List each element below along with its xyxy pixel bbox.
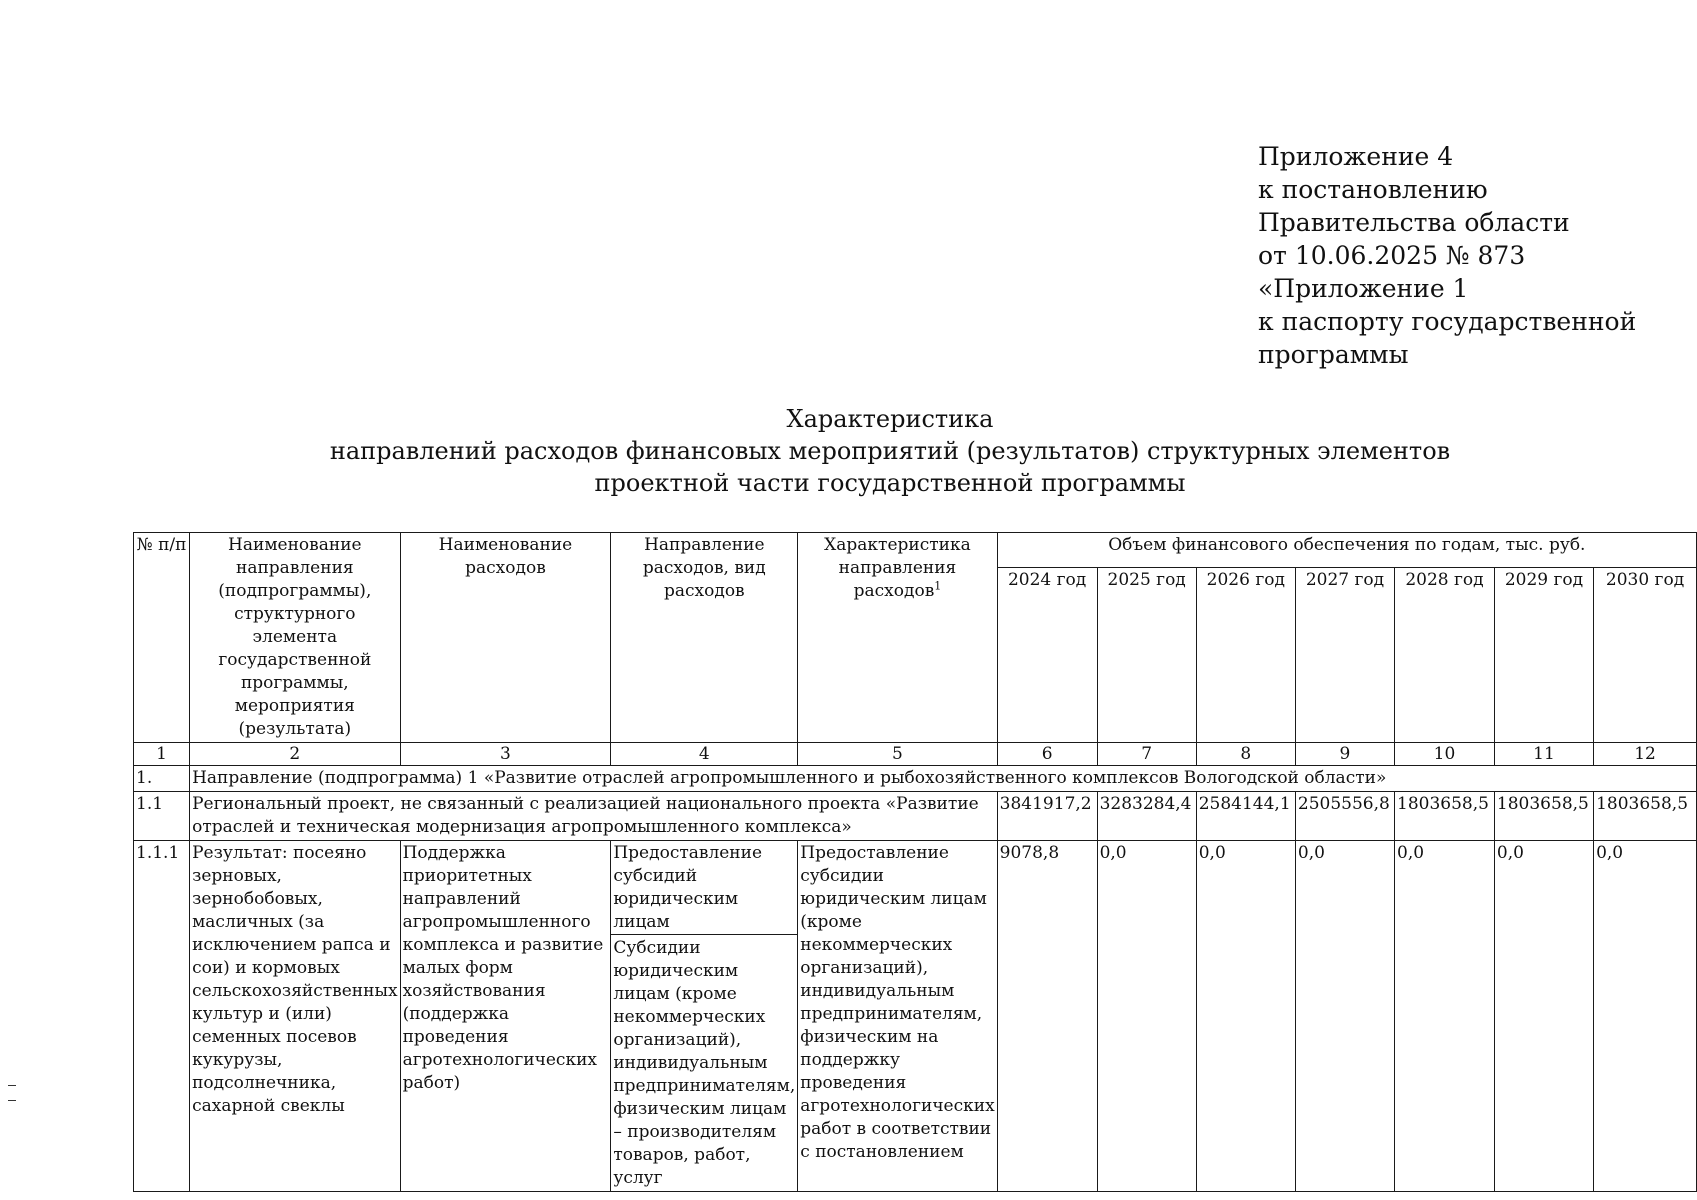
- row-num: 1.1: [134, 792, 190, 841]
- header-characteristic-text: Характеристика направления расходов: [824, 535, 971, 601]
- row-characteristic: Предоставление субсидии юридическим лицам (кроме некоммерческих организаций), индивидуальным предпринимателям, физическим на поддержку проведения агротехнологических работ в соответствии с постановлением: [798, 841, 997, 1192]
- row-num: 1.: [134, 766, 190, 792]
- row-value: 3841917,2: [997, 792, 1097, 841]
- column-number: 8: [1196, 743, 1295, 766]
- row-expense: Поддержка приоритетных направлений агропромышленного комплекса и развитие малых форм хозяйствования (поддержка проведения агротехнологических работ): [400, 841, 611, 1192]
- row-value: 0,0: [1494, 841, 1593, 1192]
- column-number: 7: [1097, 743, 1196, 766]
- appendix-line: к паспорту государственной: [1258, 307, 1637, 336]
- title-line: направлений расходов финансовых мероприятий (результатов) структурных элементов: [329, 437, 1451, 465]
- header-row: [134, 533, 1697, 568]
- row-value: 1803658,5: [1395, 792, 1495, 841]
- expense-table: [133, 532, 1697, 1192]
- column-number: 5: [798, 743, 997, 766]
- header-direction-name: Наименование направления (подпрограммы), структурного элемента государственной программы, мероприятия (результата): [190, 533, 401, 743]
- title-line: Характеристика: [786, 405, 994, 433]
- row-value: 2584144,1: [1196, 792, 1295, 841]
- appendix-line: к постановлению: [1258, 175, 1488, 204]
- column-number: 9: [1295, 743, 1394, 766]
- column-number: 10: [1395, 743, 1495, 766]
- header-expense-direction: Направление расходов, вид расходов: [611, 533, 798, 743]
- row-value: 0,0: [1594, 841, 1697, 1192]
- header-characteristic: [798, 533, 997, 743]
- appendix-block: [1258, 140, 1636, 371]
- appendix-line: Правительства области: [1258, 208, 1570, 237]
- row-value: 0,0: [1097, 841, 1196, 1192]
- row-value: 3283284,4: [1097, 792, 1196, 841]
- appendix-line: «Приложение 1: [1258, 274, 1469, 303]
- row-direction: [611, 841, 798, 1192]
- row-value: 9078,8: [997, 841, 1097, 1192]
- footnote-mark: 1: [934, 579, 942, 593]
- column-numbers-row: [134, 743, 1697, 766]
- row-value: 2505556,8: [1295, 792, 1394, 841]
- table-row: [134, 766, 1697, 792]
- header-year: 2025 год: [1097, 568, 1196, 743]
- row-value: 0,0: [1295, 841, 1394, 1192]
- header-expense-name: Наименование расходов: [400, 533, 611, 743]
- column-number: 12: [1594, 743, 1697, 766]
- header-num: № п/п: [134, 533, 190, 743]
- row-value: 0,0: [1395, 841, 1495, 1192]
- column-number: 2: [190, 743, 401, 766]
- column-number: 3: [400, 743, 611, 766]
- row-num: 1.1.1: [134, 841, 190, 1192]
- column-number: 6: [997, 743, 1097, 766]
- appendix-line: программы: [1258, 340, 1409, 369]
- appendix-line: от 10.06.2025 № 873: [1258, 241, 1526, 270]
- row-direction-bottom: Субсидии юридическим лицам (кроме некоммерческих организаций), индивидуальным предпринимателям, физическим лицам – производителям товаров, работ, услуг: [613, 938, 796, 1188]
- row-value: 1803658,5: [1494, 792, 1593, 841]
- column-number: 11: [1494, 743, 1593, 766]
- table-row: [134, 792, 1697, 841]
- header-year: 2024 год: [997, 568, 1097, 743]
- table-row: [134, 841, 1697, 1192]
- row-text: Направление (подпрограмма) 1 «Развитие отраслей агропромышленного и рыбохозяйственного комплексов Вологодской области»: [190, 766, 1697, 792]
- header-year: 2029 год: [1494, 568, 1593, 743]
- row-value: 0,0: [1196, 841, 1295, 1192]
- row-text: Региональный проект, не связанный с реализацией национального проекта «Развитие отраслей и техническая модернизация агропромышленного комплекса»: [190, 792, 998, 841]
- appendix-line: Приложение 4: [1258, 142, 1454, 171]
- title-line: проектной части государственной программы: [594, 469, 1186, 497]
- header-year: 2027 год: [1295, 568, 1394, 743]
- column-number: 1: [134, 743, 190, 766]
- scan-mark: [8, 1085, 16, 1101]
- document-title: [300, 403, 1480, 499]
- column-number: 4: [611, 743, 798, 766]
- row-value: 1803658,5: [1594, 792, 1697, 841]
- header-year: 2030 год: [1594, 568, 1697, 743]
- row-result: Результат: посеяно зерновых, зернобобовых, масличных (за исключением рапса и сои) и кормовых сельскохозяйственных культур и (или) семенных посевов кукурузы, подсолнечника, сахарной свеклы: [190, 841, 401, 1192]
- header-year: 2028 год: [1395, 568, 1495, 743]
- header-funding-group: Объем финансового обеспечения по годам, тыс. руб.: [997, 533, 1696, 568]
- header-year: 2026 год: [1196, 568, 1295, 743]
- row-direction-top: Предоставление субсидий юридическим лицам: [611, 842, 797, 935]
